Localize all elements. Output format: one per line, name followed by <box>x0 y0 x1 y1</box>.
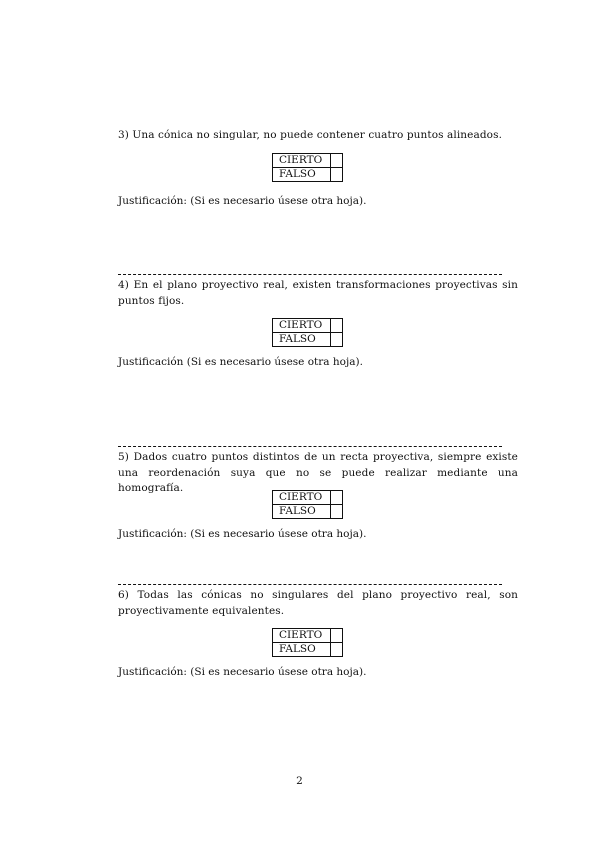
question-4-text: 4) En el plano proyectivo real, existen transformaciones proyectivas sin puntos fijos. <box>118 279 518 307</box>
option-row-falso <box>273 168 343 182</box>
separator-line <box>118 584 502 585</box>
question-3-answer-box <box>272 153 343 182</box>
question-4-justification: Justificación (Si es necesario úsese otra hoja). <box>118 356 363 368</box>
option-label-cierto: CIERTO <box>273 629 331 643</box>
option-row-falso <box>273 333 343 347</box>
checkbox-cierto[interactable] <box>331 491 343 505</box>
option-row-falso <box>273 505 343 519</box>
page-number: 2 <box>296 775 303 787</box>
separator-line <box>118 274 502 275</box>
question-3-justification: Justificación: (Si es necesario úsese otra hoja). <box>118 195 367 207</box>
question-4-answer-box <box>272 318 343 347</box>
checkbox-cierto[interactable] <box>331 629 343 643</box>
option-row-cierto <box>273 154 343 168</box>
question-6-text: 6) Todas las cónicas no singulares del plano proyectivo real, son proyectivamente equivalentes. <box>118 589 518 617</box>
option-row-cierto <box>273 319 343 333</box>
question-6-justification: Justificación: (Si es necesario úsese otra hoja). <box>118 666 367 678</box>
option-label-falso: FALSO <box>273 505 331 519</box>
option-label-falso: FALSO <box>273 333 331 347</box>
checkbox-falso[interactable] <box>331 643 343 657</box>
option-row-cierto <box>273 629 343 643</box>
question-3-text: 3) Una cónica no singular, no puede contener cuatro puntos alineados. <box>118 129 503 141</box>
option-label-cierto: CIERTO <box>273 319 331 333</box>
question-5-justification: Justificación: (Si es necesario úsese otra hoja). <box>118 528 367 540</box>
option-label-falso: FALSO <box>273 643 331 657</box>
option-row-cierto <box>273 491 343 505</box>
checkbox-falso[interactable] <box>331 333 343 347</box>
question-6-answer-box <box>272 628 343 657</box>
checkbox-cierto[interactable] <box>331 154 343 168</box>
option-label-cierto: CIERTO <box>273 154 331 168</box>
checkbox-cierto[interactable] <box>331 319 343 333</box>
checkbox-falso[interactable] <box>331 168 343 182</box>
question-5-answer-box <box>272 490 343 519</box>
checkbox-falso[interactable] <box>331 505 343 519</box>
question-5-text: 5) Dados cuatro puntos distintos de un recta proyectiva, siempre existe una reordenación suya que no se puede realizar mediante una homografía. <box>118 451 518 494</box>
option-label-falso: FALSO <box>273 168 331 182</box>
option-label-cierto: CIERTO <box>273 491 331 505</box>
separator-line <box>118 446 502 447</box>
option-row-falso <box>273 643 343 657</box>
